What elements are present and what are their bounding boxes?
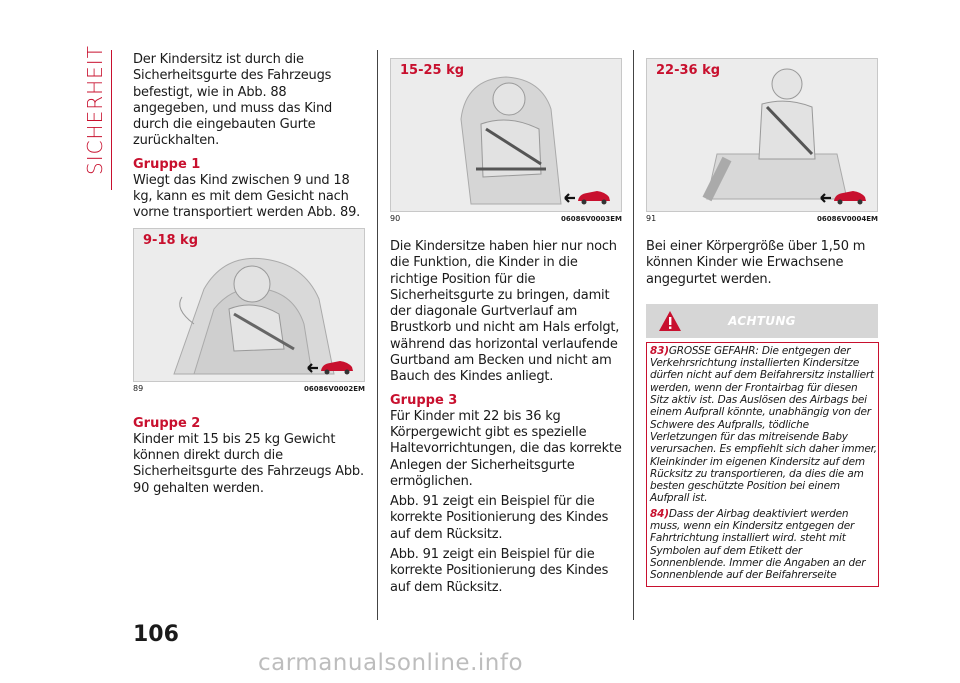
- group1-paragraph: Wiegt das Kind zwischen 9 und 18 kg, kann es mit dem Gesicht nach vorne transportiert werden Abb. 89.: [133, 172, 361, 221]
- column-divider-1: [377, 50, 378, 620]
- figure-90-caption: [390, 213, 622, 225]
- car-direction-icon: [563, 185, 613, 207]
- figure-91-weight-label: 22-36 kg: [656, 63, 721, 78]
- column-divider-2: [633, 50, 634, 620]
- figure-91-number: 91: [646, 214, 657, 223]
- figure-90: [390, 58, 622, 212]
- warning-83: [650, 345, 878, 505]
- figure-91-caption: [646, 213, 878, 225]
- figure-91-code: 06086V0004EM: [816, 215, 878, 223]
- warning-84-number: 84): [650, 507, 669, 520]
- warning-box: [646, 342, 879, 587]
- section-title: SICHERHEIT: [83, 45, 107, 175]
- figure-89: [133, 228, 365, 382]
- car-direction-icon: [306, 355, 356, 377]
- col2-paragraph-2: Abb. 91 zeigt ein Beispiel für die korrekte Positionierung des Kindes auf dem Rücksitz.: [390, 494, 609, 542]
- col2-paragraph-1: Die Kindersitze haben hier nur noch die Funktion, die Kinder in die richtige Position für die Sicherheitsgurte zu bringen, damit der diagonale Gurtverlauf am Brustkorb und nicht am Hals erfolgt, während das horizontal verlaufende Gurtband am Becken und nicht am Bauch des Kindes anliegt.: [390, 239, 620, 385]
- figure-89-number: 89: [133, 383, 144, 393]
- warning-84: [650, 508, 878, 582]
- car-direction-icon: [819, 185, 869, 207]
- warning-83-number: 83): [650, 344, 669, 357]
- group2-heading: Gruppe 2: [133, 415, 201, 431]
- group2-paragraph: Kinder mit 15 bis 25 kg Gewicht können direkt durch die Sicherheitsgurte des Fahrzeugs Abb. 90 gehalten werden.: [133, 431, 364, 496]
- figure-90-number: 90: [390, 214, 401, 223]
- figure-90-weight-label: 15-25 kg: [400, 63, 465, 78]
- group3-heading: Gruppe 3: [390, 392, 458, 408]
- figure-89-caption: [133, 383, 365, 395]
- group1-heading: Gruppe 1: [133, 156, 201, 172]
- figure-91: [646, 58, 878, 212]
- figure-89-code: 06086V0002EM: [303, 384, 365, 393]
- col2-paragraph-3: Abb. 91 zeigt ein Beispiel für die korrekte Positionierung des Kindes auf dem Rücksitz.: [390, 547, 609, 595]
- intro-paragraph: Der Kindersitz ist durch die Sicherheitsgurte des Fahrzeugs befestigt, wie in Abb. 88 angegeben, und muss das Kind durch die eingebauten Gurte zurückhalten.: [133, 52, 333, 149]
- warning-title: ACHTUNG: [728, 313, 796, 328]
- page-number: 106: [133, 622, 179, 647]
- group3-paragraph: Für Kinder mit 22 bis 36 kg Körpergewicht gibt es spezielle Haltevorrichtungen, die das korrekte Anlegen der Sicherheitsgurte ermöglichen.: [390, 408, 622, 489]
- column-2: [390, 58, 622, 600]
- watermark: carmanualsonline.info: [258, 650, 524, 676]
- warning-83-text: GROSSE GEFAHR: Die entgegen der Verkehrsrichtung installierten Kindersitze dürfen nicht auf dem Beifahrersitz installiert werden, wenn der Frontairbag für diesen Sitz aktiv ist. Das Auslösen des Airbags bei einem Aufprall könnte, unabhängig von der Schwere des Aufpralls, tödliche Verletzungen für das mitreisende Baby verursachen. Es empfiehlt sich daher immer, Kleinkinder im eigenen Kindersitz auf dem Rücksitz zu transportieren, da dies die am besten geschützte Position bei einem Aufprall ist.: [650, 344, 877, 505]
- col3-paragraph-1: Bei einer Körpergröße über 1,50 m können Kinder wie Erwachsene angegurtet werden.: [646, 239, 866, 287]
- figure-90-code: 06086V0003EM: [560, 215, 622, 223]
- warning-84-text: Dass der Airbag deaktiviert werden muss, wenn ein Kindersitz entgegen der Fahrtrichtung installiert wird. steht mit Symbolen auf dem Etikett der Sonnenblende. Immer die Angaben an der Sonnenblende auf der Beifahrerseite: [650, 507, 866, 582]
- column-3: [646, 58, 878, 587]
- section-title-rule: [111, 50, 112, 190]
- column-1: [133, 52, 365, 501]
- figure-89-weight-label: 9-18 kg: [143, 232, 199, 248]
- warning-header: [646, 304, 878, 338]
